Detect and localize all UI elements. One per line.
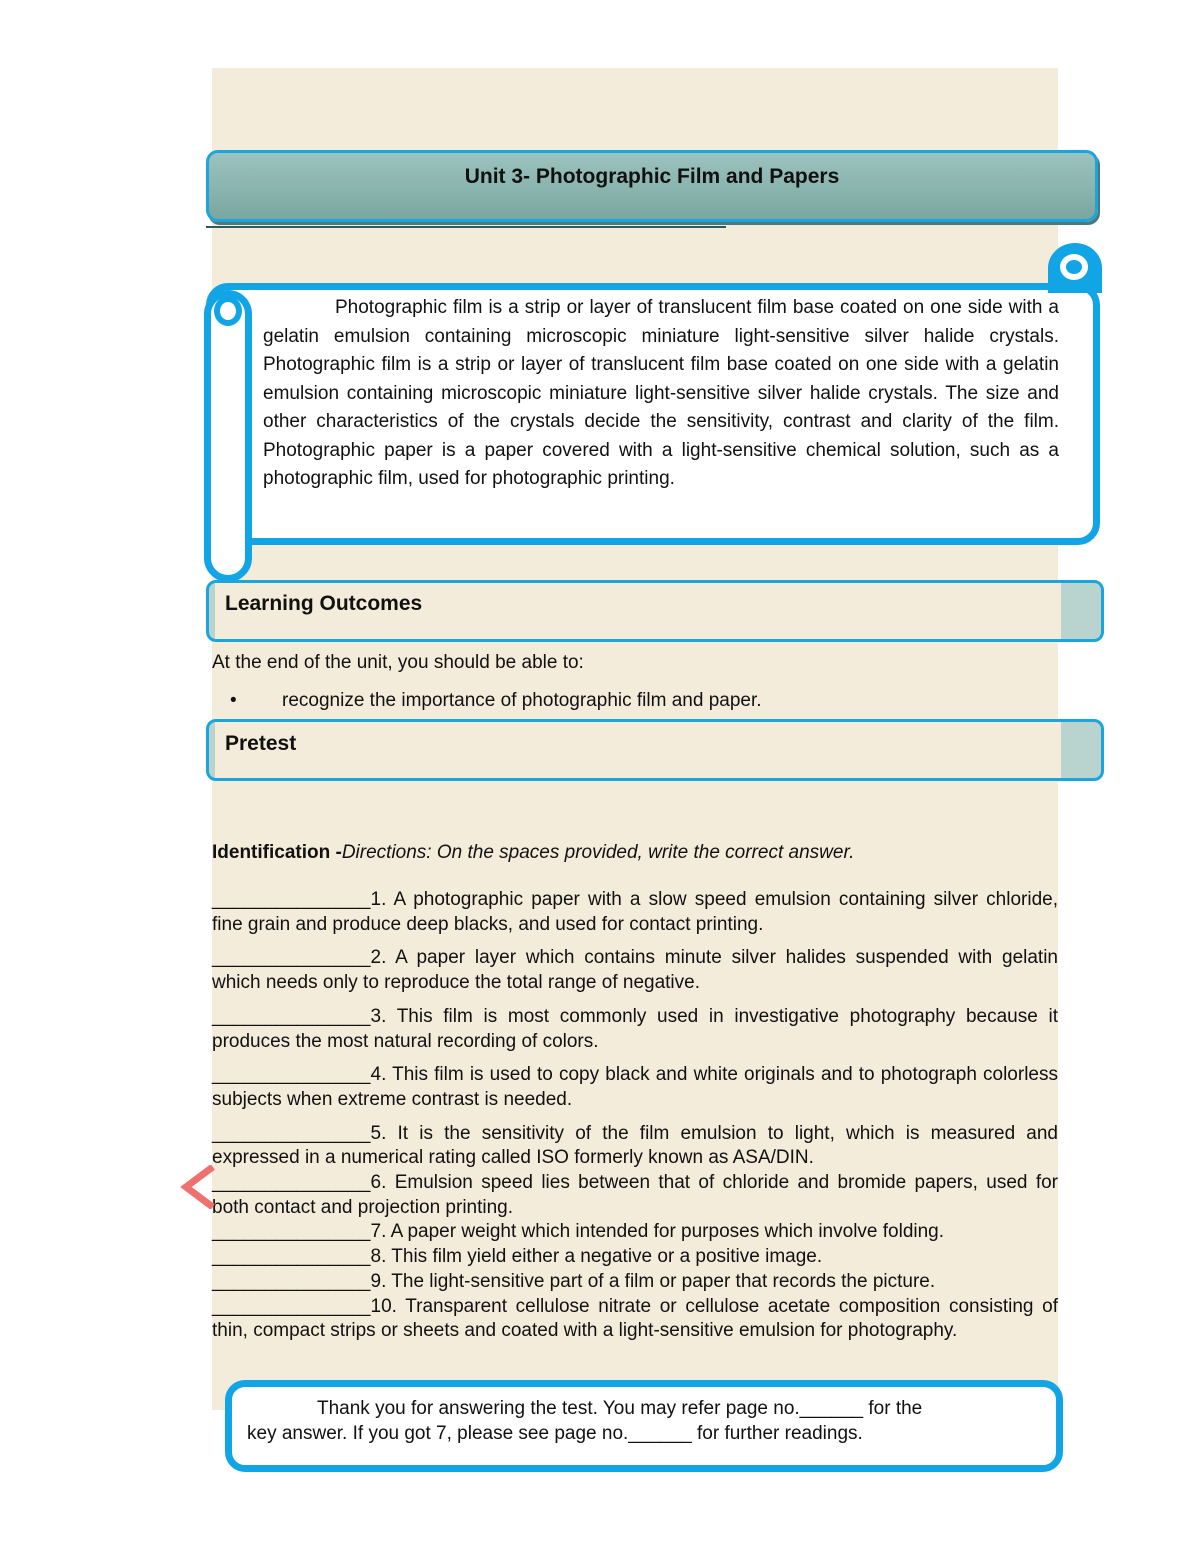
intro-paragraph: Photographic film is a strip or layer of translucent film base coated on one side with a gelatin emulsion containing microscopic miniature light-sensitive silver halide crystals. Photographic film is a strip or layer of translucent film base coated on one side with a gelatin emulsion containing microscopic miniature light-sensitive silver halide crystals. The size and other characteristics of the crystals decide the sensitivity, contrast and clarity of the film. Photographic paper is a paper covered with a light-sensitive chemical solution, such as a photographic film, used for photographic printing. — [263, 297, 1059, 489]
pretest-tab — [206, 719, 1104, 781]
question-item: _______________6. Emulsion speed lies between that of chloride and bromide papers, used for both contact and projection printing. — [212, 1172, 1058, 1218]
outcome-item: recognize the importance of photographic film and paper. — [282, 690, 762, 711]
unit-title-banner — [206, 150, 1098, 222]
identification-label: Identification - — [212, 842, 342, 863]
question-item: _______________2. A paper layer which contains minute silver halides suspended with gelatin which needs only to reproduce the total range of negative. — [212, 947, 1058, 994]
scroll-curl-left-icon — [214, 296, 242, 326]
unit-title: Unit 3- Photographic Film and Papers — [464, 165, 840, 188]
footer-note — [247, 1396, 1047, 1446]
bullet-dot-icon: • — [230, 690, 237, 711]
pretest-heading: Pretest — [225, 732, 297, 755]
question-item: _______________10. Transparent cellulose nitrate or cellulose acetate composition consisting of thin, compact strips or sheets and coated with a light-sensitive emulsion for photography. — [212, 1295, 1058, 1342]
identification-directions — [212, 842, 854, 864]
scroll-curl-right-icon — [1060, 254, 1088, 280]
question-item: _______________7. A paper weight which intended for purposes which involve folding. — [212, 1221, 945, 1243]
question-item: _______________1. A photographic paper with a slow speed emulsion containing silver chloride, fine grain and produce deep blacks, and used for contact printing. — [212, 889, 1058, 935]
question-item: _______________8. This film yield either a negative or a positive image. — [212, 1246, 823, 1268]
outcomes-lead: At the end of the unit, you should be able to: — [212, 652, 584, 673]
question-item: _______________4. This film is used to copy black and white originals and to photograph colorless subjects when extreme contrast is needed. — [212, 1064, 1058, 1110]
footer-line-1: Thank you for answering the test. You may refer page no.______ for the — [317, 1398, 923, 1419]
title-divider — [206, 226, 726, 228]
learning-outcomes-heading: Learning Outcomes — [225, 592, 423, 615]
directions-text: Directions: On the spaces provided, write the correct answer. — [341, 842, 855, 863]
question-list — [212, 888, 1058, 1344]
question-item: _______________3. This film is most commonly used in investigative photography because it produces the most natural recording of colors. — [212, 1005, 1058, 1052]
scroll-left-roll — [204, 290, 252, 582]
footer-line-2: key answer. If you got 7, please see page no.______ for further readings. — [247, 1423, 863, 1444]
chevron-left-icon[interactable] — [180, 1165, 216, 1209]
question-item: _______________5. It is the sensitivity of the film emulsion to light, which is measured and expressed in a numerical rating called ISO formerly known as ASA/DIN. — [212, 1122, 1058, 1169]
question-item: _______________9. The light-sensitive part of a film or paper that records the picture. — [212, 1270, 936, 1292]
